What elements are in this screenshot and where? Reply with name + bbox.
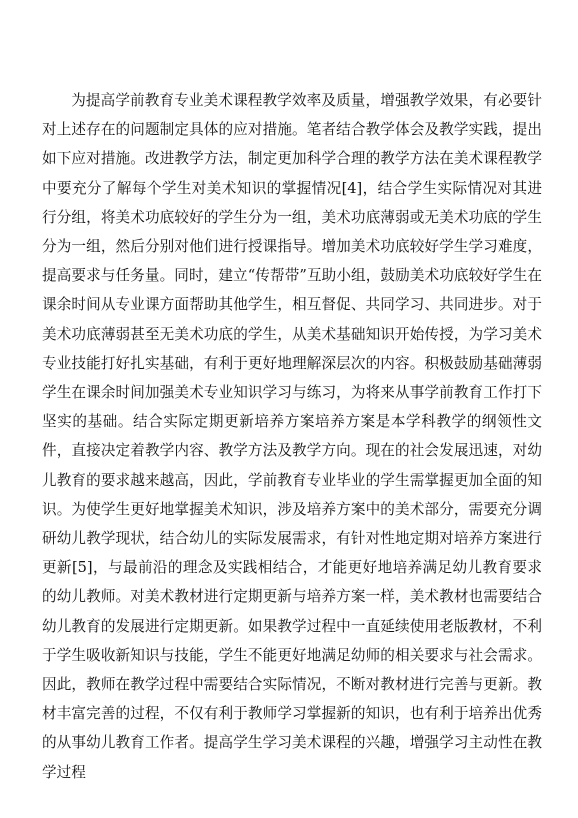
body-paragraph: 为提高学前教育专业美术课程教学效率及质量，增强教学效果，有必要针对上述存在的问题制定具体的应对措施。笔者结合教学体会及教学实践，提出如下应对措施。改进教学方法，制定更加科学合理的教学方法在美术课程教学中要充分了解每个学生对美术知识的掌握情况[4]，结合学生实际情况对其进行分组，将美术功底较好的学生分为一组，美术功底薄弱或无美术功底的学生分为一组，然后分别对他们进行授课指导。增加美术功底较好学生学习难度，提高要求与任务量。同时，建立“传帮带”互助小组，鼓励美术功底较好学生在课余时间从专业课方面帮助其他学生，相互督促、共同学习、共同进步。对于美术功底薄弱甚至无美术功底的学生，从美术基础知识开始传授，为学习美术专业技能打好扎实基础，有利于更好地理解深层次的内容。积极鼓励基础薄弱学生在课余时间加强美术专业知识学习与练习，为将来从事学前教育工作打下坚实的基础。结合实际定期更新培养方案培养方案是本学科教学的纲领性文件，直接决定着教学内容、教学方法及教学方向。现在的社会发展迅速，对幼儿教育的要求越来越高，因此，学前教育专业毕业的学生需掌握更加全面的知识。为使学生更好地掌握美术知识，涉及培养方案中的美术部分，需要充分调研幼儿教学现状，结合幼儿的实际发展需求，有针对性地定期对培养方案进行更新[5]，与最前沿的理念及实践相结合，才能更好地培养满足幼儿教育要求的幼儿教师。对美术教材进行定期更新与培养方案一样，美术教材也需要结合幼儿教育的发展进行定期更新。如果教学过程中一直延续使用老版教材，不利于学生吸收新知识与技能，学生不能更好地满足幼师的相关要求与社会需求。因此，教师在教学过程中需要结合实际情况，不断对教材进行完善与更新。教材丰富完善的过程，不仅有利于教师学习掌握新的知识，也有利于培养出优秀的从事幼儿教育工作者。提高学生学习美术课程的兴趣，增强学习主动性在教学过程: [42, 92, 542, 781]
